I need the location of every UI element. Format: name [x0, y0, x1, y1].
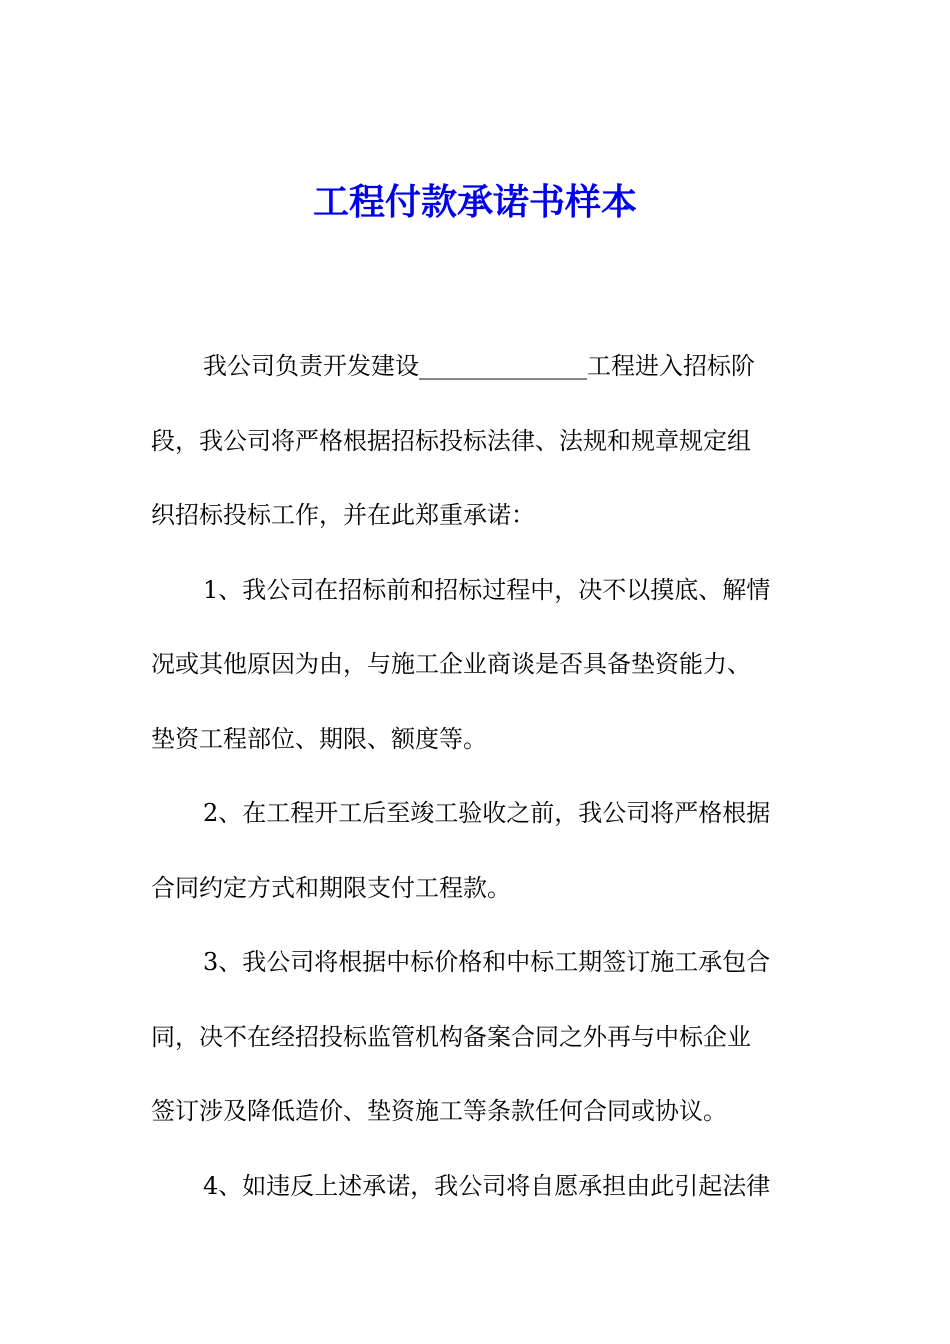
- text-line: 垫资工程部位、期限、额度等。: [151, 724, 487, 753]
- document-title: 工程付款承诺书样本: [312, 182, 637, 223]
- text-line: 合同约定方式和期限支付工程款。: [151, 873, 511, 902]
- document-body: [151, 329, 811, 1223]
- text-line: 3、我公司将根据中标价格和中标工期签订施工承包合: [203, 948, 771, 976]
- text-line: 段，我公司将严格根据招标投标法律、法规和规章规定组: [151, 426, 751, 455]
- text-line: 1、我公司在招标前和招标过程中，决不以摸底、解情: [203, 575, 771, 604]
- text-line: 签订涉及降低造价、垫资施工等条款任何合同或协议。: [151, 1097, 727, 1125]
- text-line: 2、在工程开工后至竣工验收之前，我公司将严格根据: [203, 799, 771, 827]
- text-line: 况或其他原因为由，与施工企业商谈是否具备垫资能力、: [151, 650, 751, 678]
- text-line: 4、如违反上述承诺，我公司将自愿承担由此引起法律: [203, 1171, 771, 1200]
- text-line: 同，决不在经招投标监管机构备案合同之外再与中标企业: [151, 1022, 751, 1051]
- text-line: 我公司负责开发建设______________工程进入招标阶: [203, 352, 755, 380]
- text-line: 织招标投标工作，并在此郑重承诺：: [151, 501, 535, 529]
